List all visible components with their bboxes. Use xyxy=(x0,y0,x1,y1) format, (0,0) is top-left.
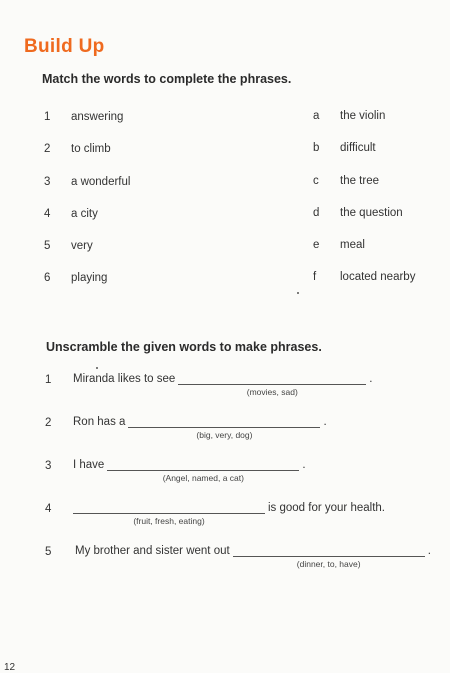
match-left-phrase: very xyxy=(71,240,93,252)
exercise-text: I have xyxy=(73,459,105,471)
word-hint: (Angel, named, a cat) xyxy=(162,473,244,483)
exercise-item xyxy=(73,373,373,397)
speck-mark xyxy=(96,367,98,369)
blank-line xyxy=(128,417,320,428)
match-right-letter: f xyxy=(313,271,317,283)
match-left-phrase: answering xyxy=(71,111,124,123)
match-right-letter: b xyxy=(313,142,320,154)
match-left-number: 3 xyxy=(44,176,51,188)
exercise-end: . xyxy=(323,416,327,428)
exercise-text: My brother and sister went out xyxy=(75,545,230,557)
answer-blank[interactable] xyxy=(233,546,425,569)
answer-blank[interactable] xyxy=(107,460,299,483)
exercise-item xyxy=(73,459,306,483)
match-right-phrase: the question xyxy=(340,207,403,219)
exercise-end: . xyxy=(369,373,373,385)
exercise-text: Ron has a xyxy=(73,416,126,428)
match-left-number: 1 xyxy=(44,111,51,123)
word-hint: (dinner, to, have) xyxy=(296,559,361,569)
blank-line xyxy=(178,374,366,385)
exercise-number: 3 xyxy=(45,460,52,472)
match-right-phrase: the tree xyxy=(340,175,379,187)
page-number: 12 xyxy=(4,662,16,673)
word-hint: (big, very, dog) xyxy=(196,430,253,440)
match-left-number: 6 xyxy=(44,272,51,284)
match-left-number: 4 xyxy=(44,208,51,220)
page-title: Build Up xyxy=(24,36,105,57)
match-right-letter: a xyxy=(313,110,320,122)
match-right-phrase: meal xyxy=(340,239,365,251)
word-hint: (movies, sad) xyxy=(246,387,298,397)
exercise-text: Miranda likes to see xyxy=(73,373,176,385)
exercise-end: . xyxy=(427,545,431,557)
match-left-phrase: playing xyxy=(71,272,108,284)
blank-line xyxy=(233,546,425,557)
match-right-letter: c xyxy=(313,175,319,187)
match-right-phrase: located nearby xyxy=(340,271,416,283)
exercise-item xyxy=(73,502,385,526)
match-right-phrase: difficult xyxy=(340,142,376,154)
match-left-phrase: a wonderful xyxy=(71,176,131,188)
blank-line xyxy=(107,460,299,471)
match-right-letter: e xyxy=(313,239,320,251)
word-hint: (fruit, fresh, eating) xyxy=(133,516,205,526)
blank-line xyxy=(73,503,265,514)
exercise-number: 1 xyxy=(45,374,52,386)
exercise-number: 5 xyxy=(45,546,52,558)
match-right-letter: d xyxy=(313,207,320,219)
unscramble-instruction: Unscramble the given words to make phrases. xyxy=(46,340,322,354)
match-left-number: 2 xyxy=(44,143,51,155)
match-right-phrase: the violin xyxy=(340,110,386,122)
match-left-phrase: a city xyxy=(71,208,98,220)
exercise-item xyxy=(75,545,431,569)
exercise-end: is good for your health. xyxy=(268,502,385,514)
exercise-number: 2 xyxy=(45,417,52,429)
answer-blank[interactable] xyxy=(178,374,366,397)
speck-mark xyxy=(297,292,299,294)
answer-blank[interactable] xyxy=(73,503,265,526)
exercise-end: . xyxy=(302,459,306,471)
match-instruction: Match the words to complete the phrases. xyxy=(42,72,292,86)
exercise-item xyxy=(73,416,327,440)
exercise-number: 4 xyxy=(45,503,52,515)
match-left-phrase: to climb xyxy=(71,143,111,155)
match-left-number: 5 xyxy=(44,240,51,252)
answer-blank[interactable] xyxy=(128,417,320,440)
